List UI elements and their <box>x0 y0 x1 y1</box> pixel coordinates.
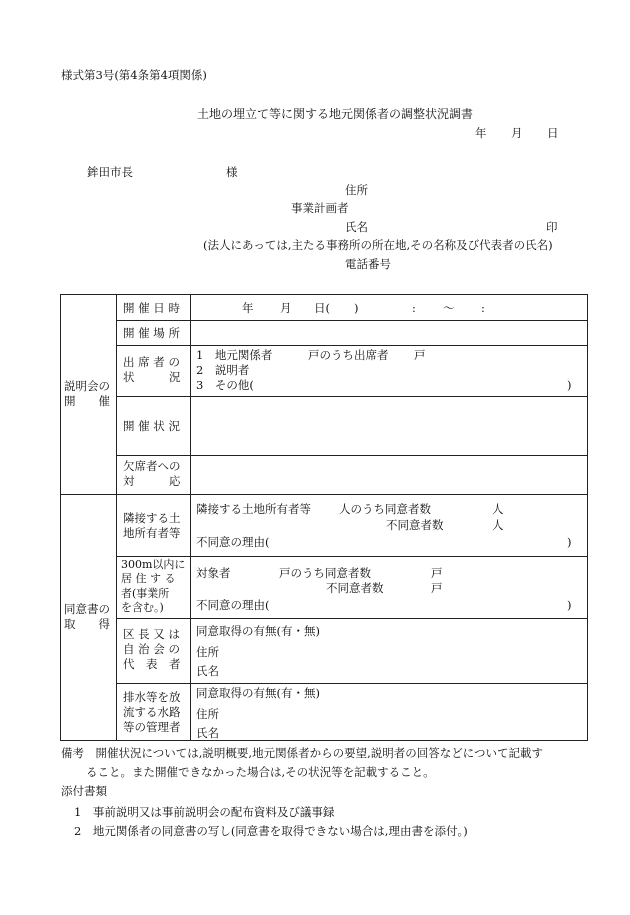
attendance-unit: 戸 <box>414 348 426 362</box>
applicant-planner-label: 事業計画者 <box>291 201 349 215</box>
addressee-name: 鉾田市長 <box>87 165 133 179</box>
datetime-year: 年 <box>242 301 254 315</box>
datetime-close-paren: ) <box>354 301 359 315</box>
remark-line1: 備考 開催状況については,説明概要,地元関係者からの要望,説明者の回答などについて記載す <box>61 746 544 760</box>
attendance-other-close: ) <box>567 378 572 392</box>
status-label: 開 催 状 況 <box>123 419 180 433</box>
seal-mark: 印 <box>546 220 558 234</box>
adjacent-dissent-reason-close: ) <box>567 535 572 549</box>
attendance-presenter: 2 説明者 <box>196 363 250 377</box>
ward-head-label: 区 長 又 は 自 治 会 の 代 表 者 <box>123 627 181 672</box>
attendance-other: 3 その他( <box>196 378 254 392</box>
applicant-name-label: 氏名 <box>345 220 368 234</box>
section-consent-label: 同意書の 取 得 <box>64 602 110 632</box>
ward-head-consent: 同意取得の有無(有・無) <box>196 624 320 638</box>
date-month-label: 月 <box>511 126 523 140</box>
residents-consent-unit: 戸 <box>431 566 443 580</box>
date-year-label: 年 <box>475 126 487 140</box>
adjacent-owners-count-label: 隣接する土地所有者等 <box>196 502 311 516</box>
adjacent-consent-unit: 人 <box>492 502 504 516</box>
datetime-day: 日( <box>314 301 330 315</box>
ward-head-address: 住所 <box>196 645 219 659</box>
form-number: 様式第3号(第4条第4項関係) <box>61 68 207 82</box>
waterway-address: 住所 <box>196 707 219 721</box>
document-title: 土地の埋立て等に関する地元関係者の調整状況調書 <box>197 107 474 121</box>
ward-head-name: 氏名 <box>196 664 219 678</box>
absentee-label: 欠席者への 対 応 <box>123 459 181 489</box>
residents-target-label: 対象者 <box>196 566 231 580</box>
applicant-address-label: 住所 <box>345 183 368 197</box>
residents-consent-count-label: 戸のうち同意者数 <box>279 566 371 580</box>
datetime-label: 開 催 日 時 <box>123 301 180 315</box>
waterway-consent: 同意取得の有無(有・無) <box>196 686 320 700</box>
residents-dissent-unit: 戸 <box>431 581 443 595</box>
remark-line2: ること。また開催できなかった場合は,その状況等を記載すること。 <box>86 765 435 779</box>
adjacent-dissent-reason: 不同意の理由( <box>196 535 270 549</box>
waterway-manager-label: 排水等を放 流する水路 等の管理者 <box>123 690 181 735</box>
datetime-tilde: 〜 <box>443 301 455 315</box>
corporate-note: (法人にあっては,主たる事務所の所在地,その名称及び代表者の氏名) <box>203 238 553 252</box>
adjacent-owners-label: 隣接する土 地所有者等 <box>123 511 181 541</box>
attendance-label: 出 席 者 の 状 況 <box>123 355 181 385</box>
datetime-colon-start: : <box>412 301 416 315</box>
datetime-colon-end: : <box>481 301 485 315</box>
adjacent-dissent-count-label: 不同意者数 <box>386 518 444 532</box>
attachments-title: 添付書類 <box>61 784 107 798</box>
section-briefing-label: 説明会の 開 催 <box>64 379 110 409</box>
residents-dissent-count-label: 不同意者数 <box>326 581 384 595</box>
datetime-month: 月 <box>280 301 292 315</box>
attendance-households-attending: 戸のうち出席者 <box>308 348 389 362</box>
attachment-item-2: 2 地元関係者の同意書の写し(同意書を取得できない場合は,理由書を添付。) <box>74 824 468 838</box>
waterway-name: 氏名 <box>196 726 219 740</box>
residents-300m-label: 300m以内に 居 住 す る 者(事業所 を含む。) <box>121 558 186 614</box>
adjacent-consent-count-label: 人のうち同意者数 <box>339 502 431 516</box>
adjacent-dissent-unit: 人 <box>492 518 504 532</box>
residents-dissent-reason: 不同意の理由( <box>196 598 270 612</box>
addressee-honorific: 様 <box>226 165 238 179</box>
venue-label: 開 催 場 所 <box>123 326 180 340</box>
attendance-local-stakeholders: 1 地元関係者 <box>196 348 273 362</box>
residents-dissent-reason-close: ) <box>567 598 572 612</box>
date-day-label: 日 <box>547 126 559 140</box>
applicant-phone-label: 電話番号 <box>345 257 391 271</box>
attachment-item-1: 1 事前説明又は事前説明会の配布資料及び議事録 <box>74 805 335 819</box>
